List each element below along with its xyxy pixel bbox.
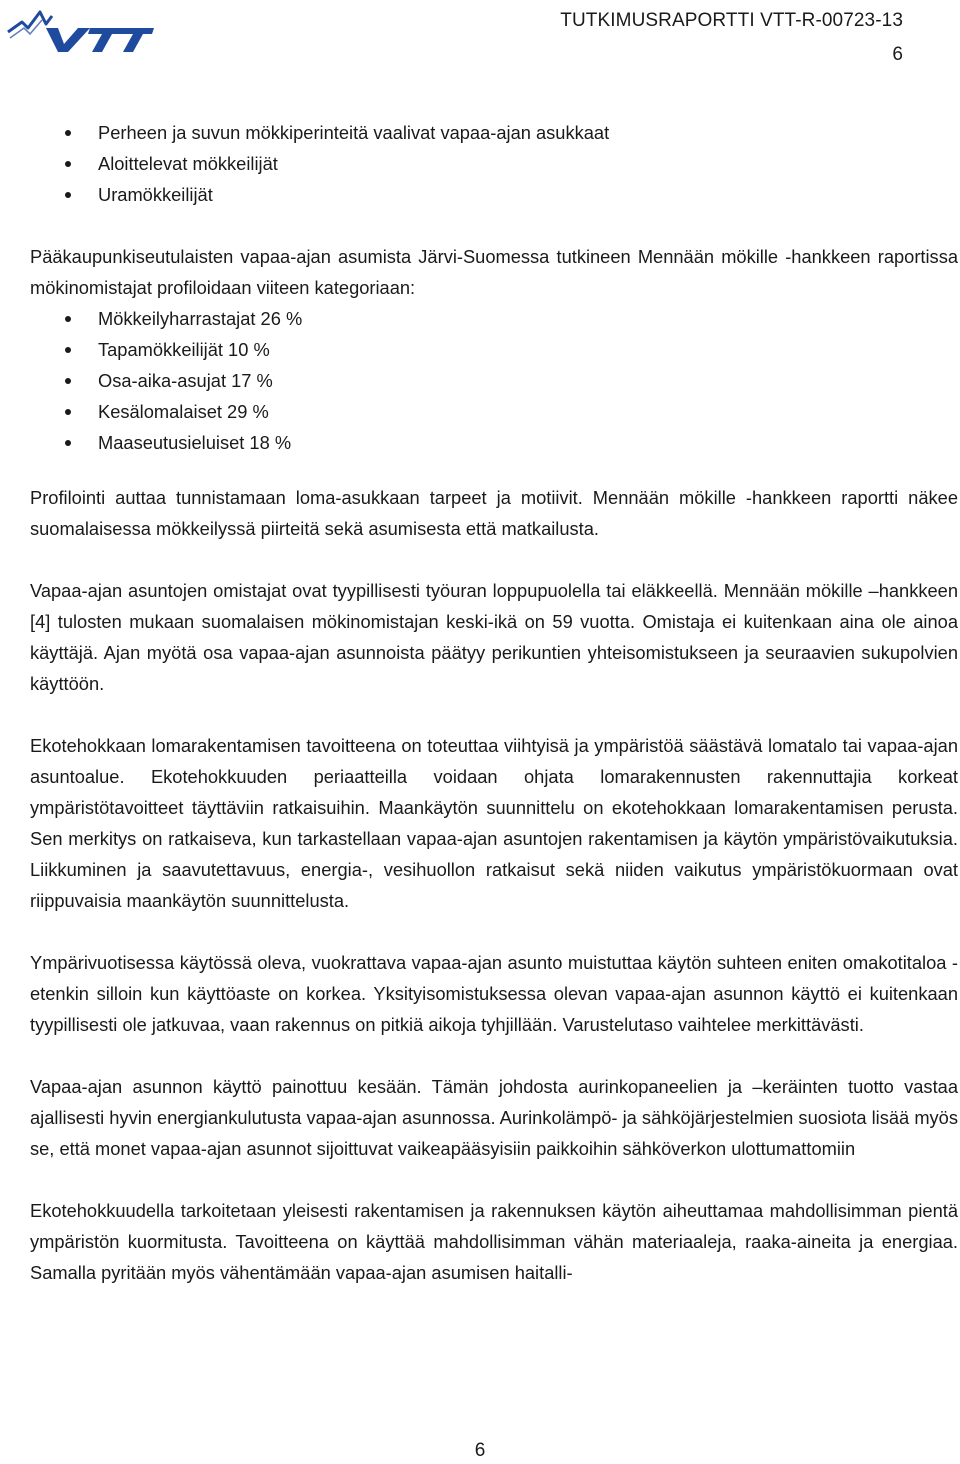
bullet-list-profiles [30,303,958,458]
list-item: Tapamökkeilijät 10 % [30,334,958,365]
bullet-list-resident-types [30,117,958,210]
footer-page-number: 6 [474,1440,486,1461]
paragraph: Profilointi auttaa tunnistamaan loma-asukkaan tarpeet ja motiivit. Mennään mökille -hankkeen raportti näkee suomalaisessa mökkeilyssä piirteitä sekä asumisesta että matkailusta. [30,487,958,539]
vtt-logo-icon [6,2,154,54]
header-page-number: 6 [892,44,903,65]
paragraph: Ympärivuotisessa käytössä oleva, vuokrattava vapaa-ajan asunto muistuttaa käytön suhteen eniten omakotitaloa - etenkin silloin kun käyttöaste on korkea. Yksityisomistuksessa olevan vapaa-ajan asunnon käyttö ei kuitenkaan tyypillisesti ole jatkuvaa, vaan rakennus on pitkiä aikoja tyhjillään. Varustelutaso vaihtelee merkittävästi. [30,952,958,1035]
paragraph: Ekotehokkaan lomarakentamisen tavoitteena on toteuttaa viihtyisä ja ympäristöä säästävä lomatalo tai vapaa-ajan asuntoalue. Ekotehokkuuden periaatteilla voidaan ohjata lomarakennusten rakennuttajia korkeat ympäristötavoitteet täyttäviin ratkaisuihin. Maankäytön suunnittelu on ekotehokkaan lomarakentamisen perusta. Sen merkitys on ratkaiseva, kun tarkastellaan vapaa-ajan asuntojen rakentamisen ja käytön ympäristövaikutuksia. Liikkuminen ja saavutettavuus, energia-, vesihuollon ratkaisut sekä niiden vaikutus ympäristökuormaan ovat riippuvaisia maankäytön suunnittelusta. [30,735,958,911]
list-item: Uramökkeilijät [30,179,958,210]
paragraph: Ekotehokkuudella tarkoitetaan yleisesti rakentamisen ja rakennuksen käytön aiheuttamaa mahdollisimman pientä ympäristön kuormitusta. Tavoitteena on käyttää mahdollisimman vähän materiaaleja, raaka-aineita ja energiaa. Samalla pyritään myös vähentämään vapaa-ajan asumisen haitalli- [30,1200,958,1283]
report-id: TUTKIMUSRAPORTTI VTT-R-00723-13 [560,10,903,31]
paragraph: Vapaa-ajan asuntojen omistajat ovat tyypillisesti työuran loppupuolella tai eläkkeellä. Mennään mökille –hankkeen [4] tulosten mukaan suomalaisen mökinomistajan keski-ikä on 59 vuotta. Omistaja ei kuitenkaan aina ole ainoa käyttäjä. Ajan myötä osa vapaa-ajan asunnoista päätyy perikuntien yhteisomistukseen ja seuraavien sukupolvien käyttöön. [30,580,958,694]
list-item: Mökkeilyharrastajat 26 % [30,303,958,334]
list-item: Osa-aika-asujat 17 % [30,365,958,396]
list-item: Maaseutusieluiset 18 % [30,427,958,458]
list-item: Aloittelevat mökkeilijät [30,148,958,179]
document-body [30,117,958,1288]
list-item: Kesälomalaiset 29 % [30,396,958,427]
paragraph-intro: Pääkaupunkiseutulaisten vapaa-ajan asumista Järvi-Suomessa tutkineen Mennään mökille -hankkeen raportissa mökinomistajat profiloidaan viiteen kategoriaan: [30,246,958,298]
list-item: Perheen ja suvun mökkiperinteitä vaalivat vapaa-ajan asukkaat [30,117,958,148]
paragraph: Vapaa-ajan asunnon käyttö painottuu kesään. Tämän johdosta aurinkopaneelien ja –keräinten tuotto vastaa ajallisesti hyvin energiankulutusta vapaa-ajan asunnossa. Aurinkolämpö- ja sähköjärjestelmien suosiota lisää myös se, että monet vapaa-ajan asunnot sijoittuvat vaikeapääsyisiin paikkoihin sähköverkon ulottumattomiin [30,1076,958,1159]
